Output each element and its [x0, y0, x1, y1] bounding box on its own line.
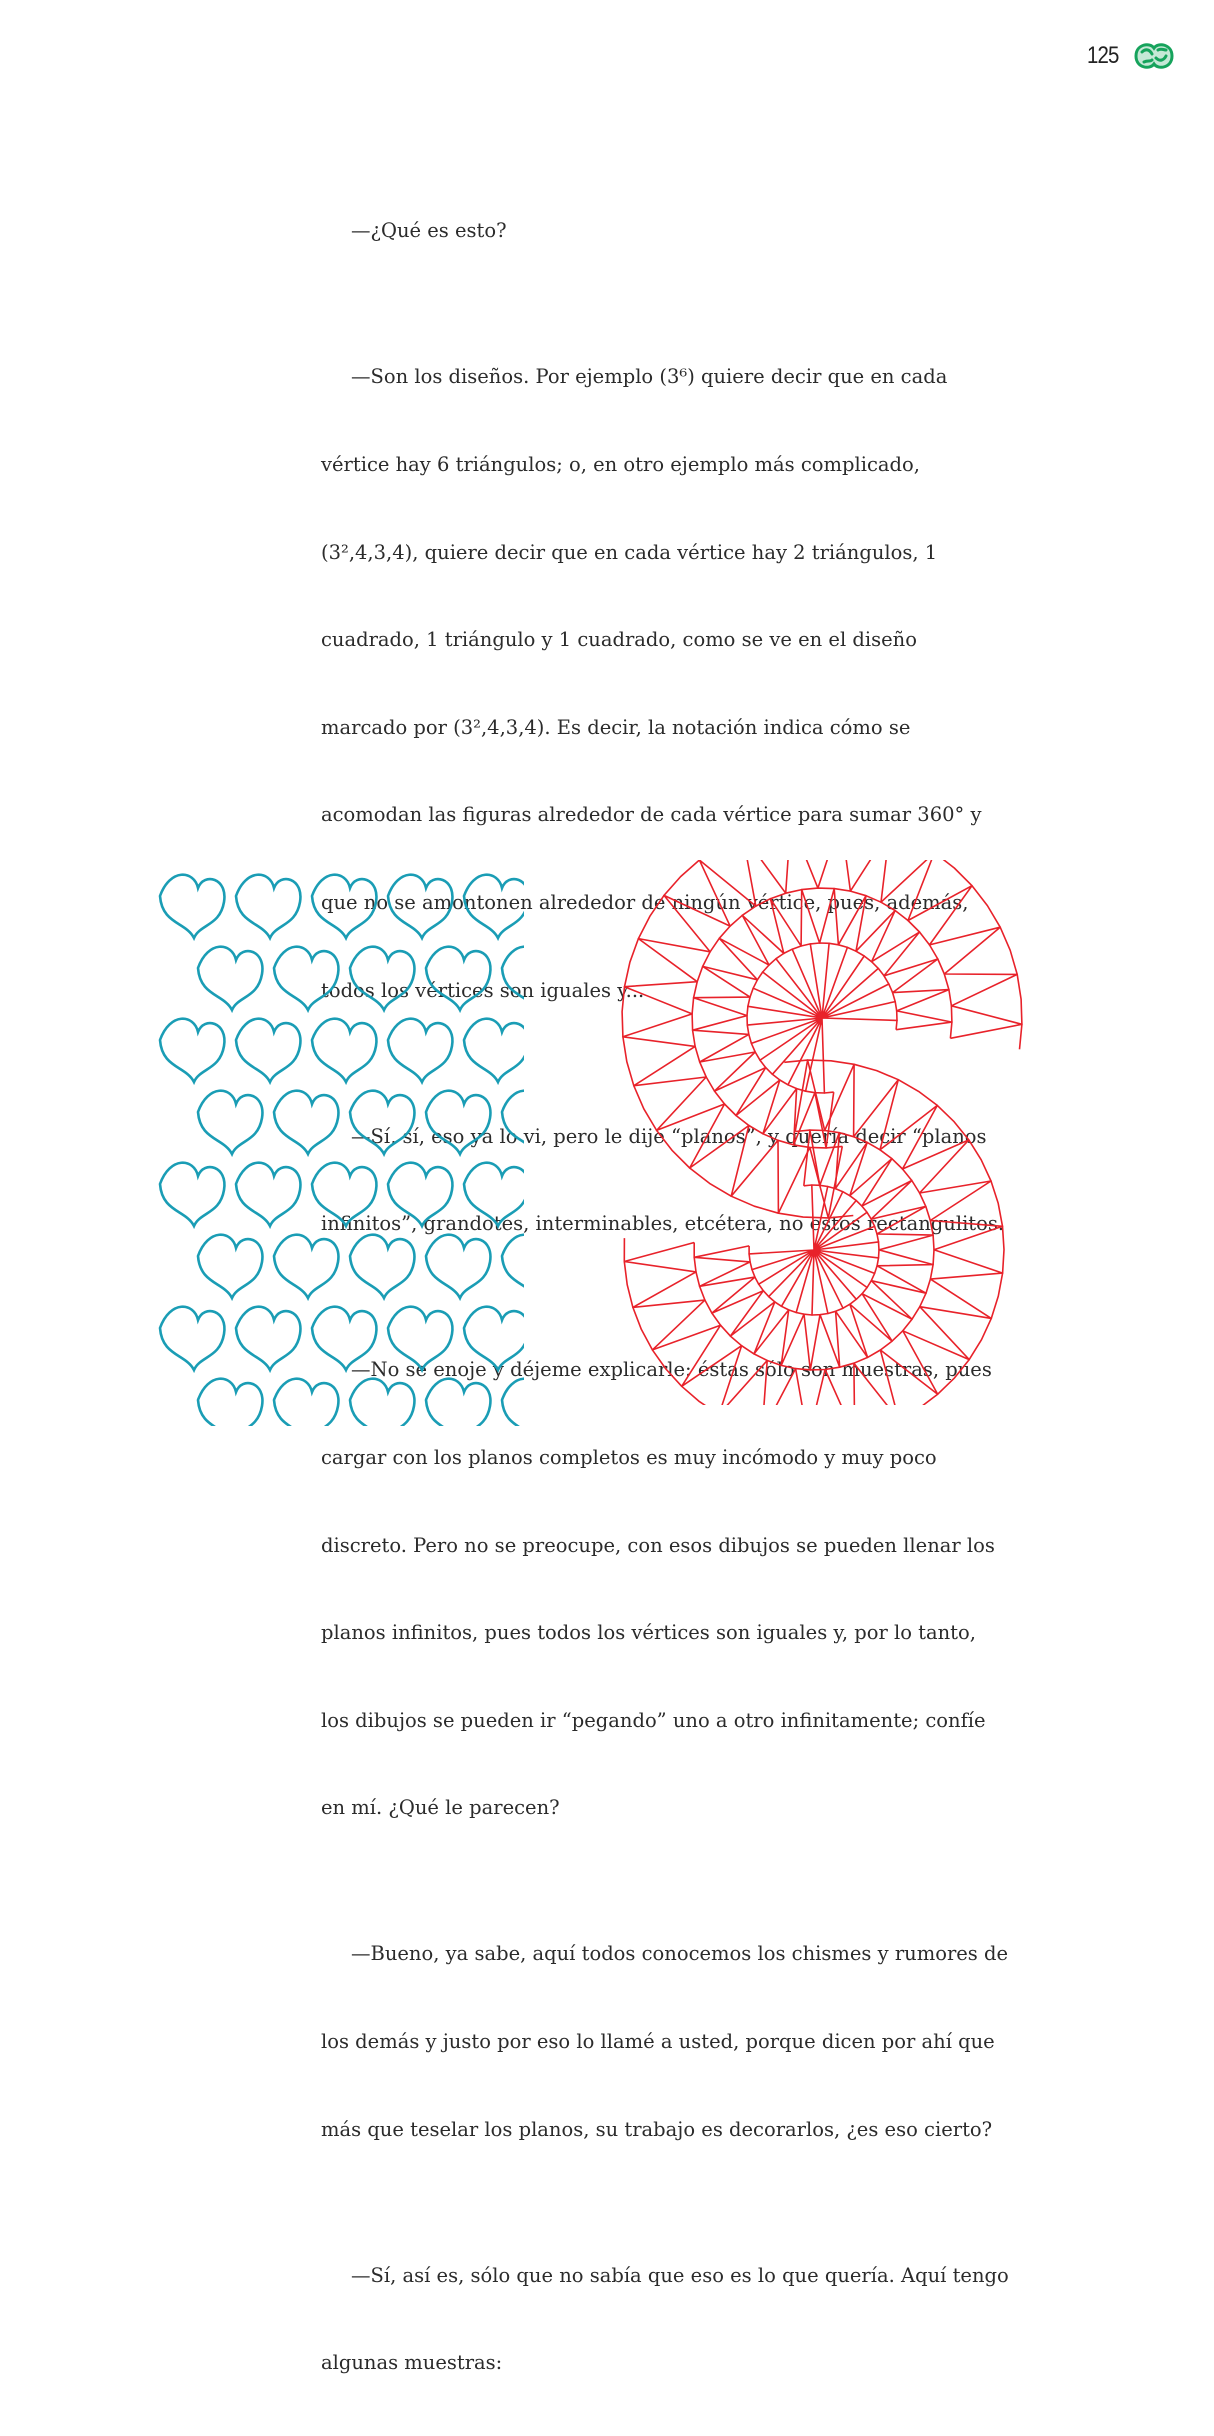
curved-tile — [388, 1307, 452, 1370]
curved-tile — [198, 1379, 262, 1426]
text-line: (3²,4,3,4), quiere decir que en cada vértice hay 2 triángulos, 1 — [321, 540, 938, 564]
curved-tile — [274, 1379, 338, 1426]
curved-tile — [388, 1019, 452, 1082]
curved-tile — [502, 1235, 524, 1298]
text-line: —¿Qué es esto? — [351, 219, 507, 243]
text-line: que no se amontonen alrededor de ningún vértice, pues, además, — [321, 891, 969, 915]
curved-tessellation-figure — [150, 866, 524, 1426]
paragraph — [321, 2202, 1061, 2436]
green-emblem-icon — [1130, 38, 1178, 74]
spiral-triangle-tessellation-figure — [592, 860, 1062, 1405]
curved-tile — [274, 1091, 338, 1154]
curved-tile — [426, 1091, 490, 1154]
curved-tile — [464, 1019, 524, 1082]
curved-tile — [160, 1307, 224, 1370]
curved-tile — [502, 1379, 524, 1426]
curved-tile — [312, 1307, 376, 1370]
text-line: algunas muestras: — [321, 2351, 503, 2375]
text-line: vértice hay 6 triángulos; o, en otro ejemplo más complicado, — [321, 453, 920, 477]
curved-tile — [236, 875, 300, 938]
curved-tile — [198, 947, 262, 1010]
text-line: más que teselar los planos, su trabajo es decorarlos, ¿es eso cierto? — [321, 2117, 993, 2141]
curved-tile — [160, 1163, 224, 1226]
curved-tile — [236, 1307, 300, 1370]
text-line: cargar con los planos completos es muy incómodo y muy poco — [321, 1445, 937, 1469]
curved-tile — [312, 1019, 376, 1082]
text-line: —Bueno, ya sabe, aquí todos conocemos los chismes y rumores de — [351, 1942, 1009, 1966]
text-line: —Sí, sí, eso ya lo vi, pero le dije “planos”, y quería decir “planos — [351, 1124, 987, 1148]
curved-tile — [464, 1163, 524, 1226]
curved-tile — [502, 947, 524, 1010]
curved-tile — [464, 1307, 524, 1370]
curved-tile — [160, 1019, 224, 1082]
text-line: los dibujos se pueden ir “pegando” uno a otro infinitamente; confíe — [321, 1708, 986, 1732]
curved-tile — [312, 875, 376, 938]
curved-tile — [160, 875, 224, 938]
curved-tile — [236, 1163, 300, 1226]
curved-tile — [350, 1091, 414, 1154]
curved-tile — [388, 875, 452, 938]
text-line: en mí. ¿Qué le parecen? — [321, 1796, 560, 1820]
curved-tile — [236, 1019, 300, 1082]
text-line: —No se enoje y déjeme explicarle: éstas sólo son muestras, pues — [351, 1358, 992, 1382]
curved-tile — [198, 1235, 262, 1298]
text-line: marcado por (3²,4,3,4). Es decir, la notación indica cómo se — [321, 715, 911, 739]
curved-tile — [502, 1091, 524, 1154]
curved-tile — [388, 1163, 452, 1226]
curved-tile — [426, 947, 490, 1010]
curved-tile — [426, 1379, 490, 1426]
curved-tile — [198, 1091, 262, 1154]
paragraph — [321, 158, 1061, 304]
curved-tile — [350, 1379, 414, 1426]
text-line: infinitos”, grandotes, interminables, etcétera, no estos rectangulitos. — [321, 1212, 1005, 1236]
page-number: 125 — [1087, 42, 1119, 69]
text-line: —Son los diseños. Por ejemplo (3⁶) quiere decir que en cada — [351, 365, 948, 389]
text-line: discreto. Pero no se preocupe, con esos dibujos se pueden llenar los — [321, 1533, 995, 1557]
text-line: acomodan las figuras alrededor de cada vértice para sumar 360° y — [321, 803, 982, 827]
curved-tile — [274, 1235, 338, 1298]
curved-tile — [350, 1235, 414, 1298]
curved-tile — [464, 875, 524, 938]
curved-tile — [350, 947, 414, 1010]
curved-tile — [426, 1235, 490, 1298]
text-line: todos los vértices son iguales y... — [321, 978, 645, 1002]
paragraph — [321, 1881, 1061, 2202]
text-line: —Sí, así es, sólo que no sabía que eso es lo que quería. Aquí tengo — [351, 2263, 1009, 2287]
text-line: cuadrado, 1 triángulo y 1 cuadrado, como se ve en el diseño — [321, 628, 917, 652]
text-line: los demás y justo por eso lo llamé a usted, porque dicen por ahí que — [321, 2030, 995, 2053]
curved-tile — [274, 947, 338, 1010]
text-line: planos infinitos, pues todos los vértices son iguales y, por lo tanto, — [321, 1621, 976, 1645]
curved-tile — [312, 1163, 376, 1226]
